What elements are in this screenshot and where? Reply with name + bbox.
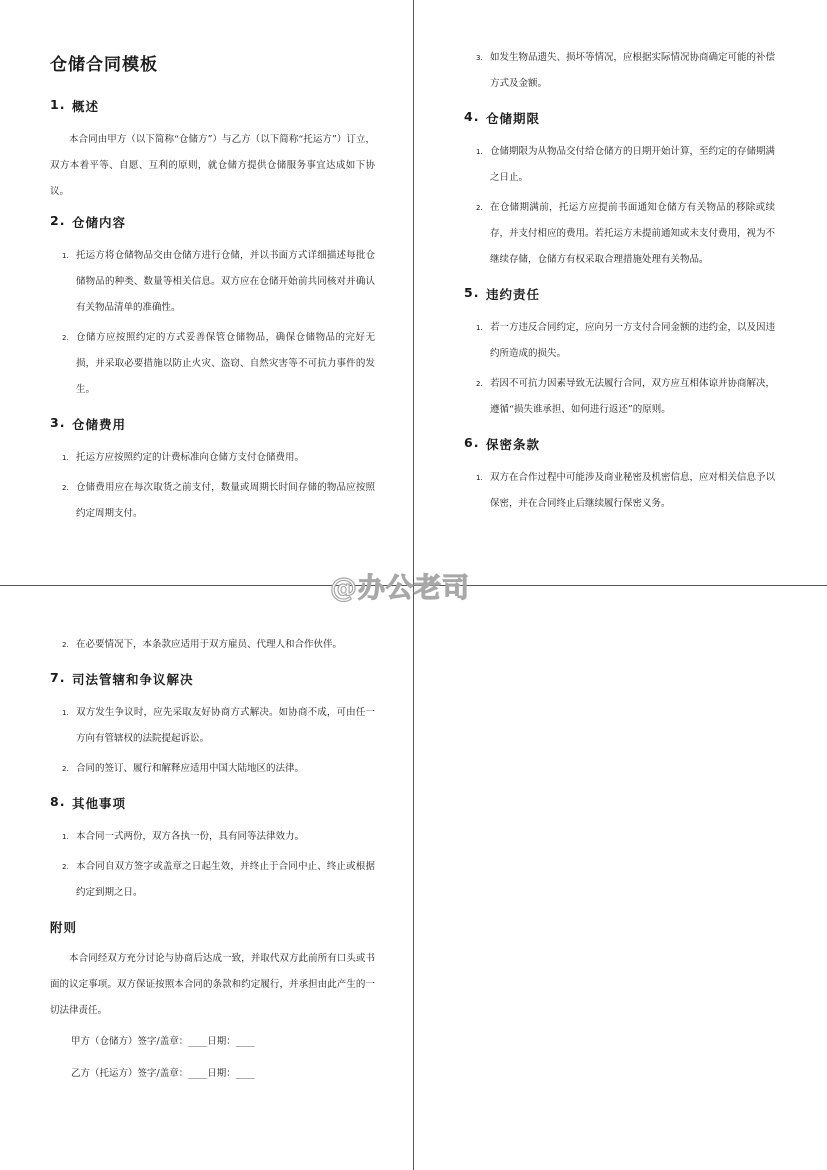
list-item: 3. 如发生物品遗失、损坏等情况，应根据实际情况协商确定可能的补偿方式及金额。	[476, 52, 776, 89]
list-item: 1. 托运方应按照约定的计费标准向仓储方支付仓储费用。	[62, 452, 305, 463]
section-title: 概述	[72, 99, 100, 114]
signature-line-party-b: 乙方（托运方）签字/盖章：____日期：____	[71, 1068, 255, 1079]
section-title: 仓储费用	[72, 417, 127, 432]
section-7-heading: 7. 司法管辖和争议解决	[50, 670, 194, 687]
section-7-list	[50, 700, 375, 782]
section-5-list	[464, 315, 775, 423]
list-item: 1. 本合同一式两份，双方各执一份，具有同等法律效力。	[62, 831, 305, 842]
list-item: 1. 双方在合作过程中可能涉及商业秘密及机密信息，应对相关信息予以保密，并在合同终止后继续履行保密义务。	[476, 472, 776, 509]
signature-line-party-a: 甲方（仓储方）签字/盖章：____日期：____	[71, 1036, 255, 1047]
section-6-heading: 6. 保密条款	[464, 435, 541, 452]
section-6-list-continued	[50, 632, 375, 658]
list-item: 1. 双方发生争议时，应先采取友好协商方式解决。如协商不成，可由任一方向有管辖权的法院提起诉讼。	[62, 707, 375, 744]
list-item: 2. 若因不可抗力因素导致无法履行合同，双方应互相体谅并协商解决，遵循“损失谁承担、如何进行返还”的原则。	[476, 378, 776, 415]
list-item: 2. 仓储费用应在每次取货之前支付，数量或周期长时间存储的物品应按照约定周期支付。	[62, 482, 375, 519]
section-3-list-continued	[464, 45, 775, 97]
appendix-paragraph: 本合同经双方充分讨论与协商后达成一致，并取代双方此前所有口头或书面的议定事项。双方保证按照本合同的条款和约定履行，并承担由此产生的一切法律责任。	[50, 953, 375, 1016]
section-1-paragraph: 本合同由甲方（以下简称“仓储方”）与乙方（以下简称“托运方”）订立，双方本着平等、自愿、互利的原则，就仓储方提供仓储服务事宜达成如下协议。	[50, 134, 375, 197]
section-title: 违约责任	[486, 287, 541, 302]
section-1-heading: 1. 概述	[50, 97, 100, 114]
watermark: @办公老司	[330, 573, 470, 604]
page-bottom-left	[0, 586, 413, 1170]
list-item: 1. 仓储期限为从物品交付给仓储方的日期开始计算，至约定的存储期满之日止。	[476, 146, 776, 183]
section-3-list	[50, 445, 375, 527]
section-3-heading: 3. 仓储费用	[50, 415, 127, 432]
list-item: 2. 在仓储期满前，托运方应提前书面通知仓储方有关物品的移除或续存，并支付相应的费用。若托运方未提前通知或未支付费用，视为不继续存储，仓储方有权采取合理措施处理有关物品。	[476, 202, 776, 265]
page-top-left	[0, 0, 413, 585]
section-title: 其他事项	[72, 796, 127, 811]
appendix-title: 附则	[50, 920, 78, 935]
list-item: 2. 合同的签订、履行和解释应适用中国大陆地区的法律。	[62, 763, 305, 774]
section-8-heading: 8. 其他事项	[50, 794, 127, 811]
section-2-list	[50, 243, 375, 403]
section-title: 司法管辖和争议解决	[72, 672, 194, 687]
document-title: 仓储合同模板	[50, 55, 158, 75]
list-item: 2. 在必要情况下，本条款应适用于双方雇员、代理人和合作伙伴。	[62, 639, 343, 650]
list-item: 1. 若一方违反合同约定，应向另一方支付合同金额的违约金，以及因违约所造成的损失。	[476, 322, 776, 359]
section-title: 仓储期限	[486, 111, 541, 126]
section-6-list	[464, 465, 775, 517]
section-4-heading: 4. 仓储期限	[464, 109, 541, 126]
page-top-right	[414, 0, 827, 585]
section-8-list	[50, 824, 375, 906]
section-title: 保密条款	[486, 437, 541, 452]
list-item: 1. 托运方将仓储物品交由仓储方进行仓储，并以书面方式详细描述每批仓储物品的种类、数量等相关信息。双方应在仓储开始前共同核对并确认有关物品清单的准确性。	[62, 250, 375, 313]
list-item: 2. 仓储方应按照约定的方式妥善保管仓储物品，确保仓储物品的完好无损，并采取必要措施以防止火灾、盗窃、自然灾害等不可抗力事件的发生。	[62, 332, 375, 395]
section-5-heading: 5. 违约责任	[464, 285, 541, 302]
section-4-list	[464, 139, 775, 273]
list-item: 2. 本合同自双方签字或盖章之日起生效，并终止于合同中止、终止或根据约定到期之日。	[62, 861, 375, 898]
section-2-heading: 2. 仓储内容	[50, 213, 127, 230]
section-title: 仓储内容	[72, 215, 127, 230]
